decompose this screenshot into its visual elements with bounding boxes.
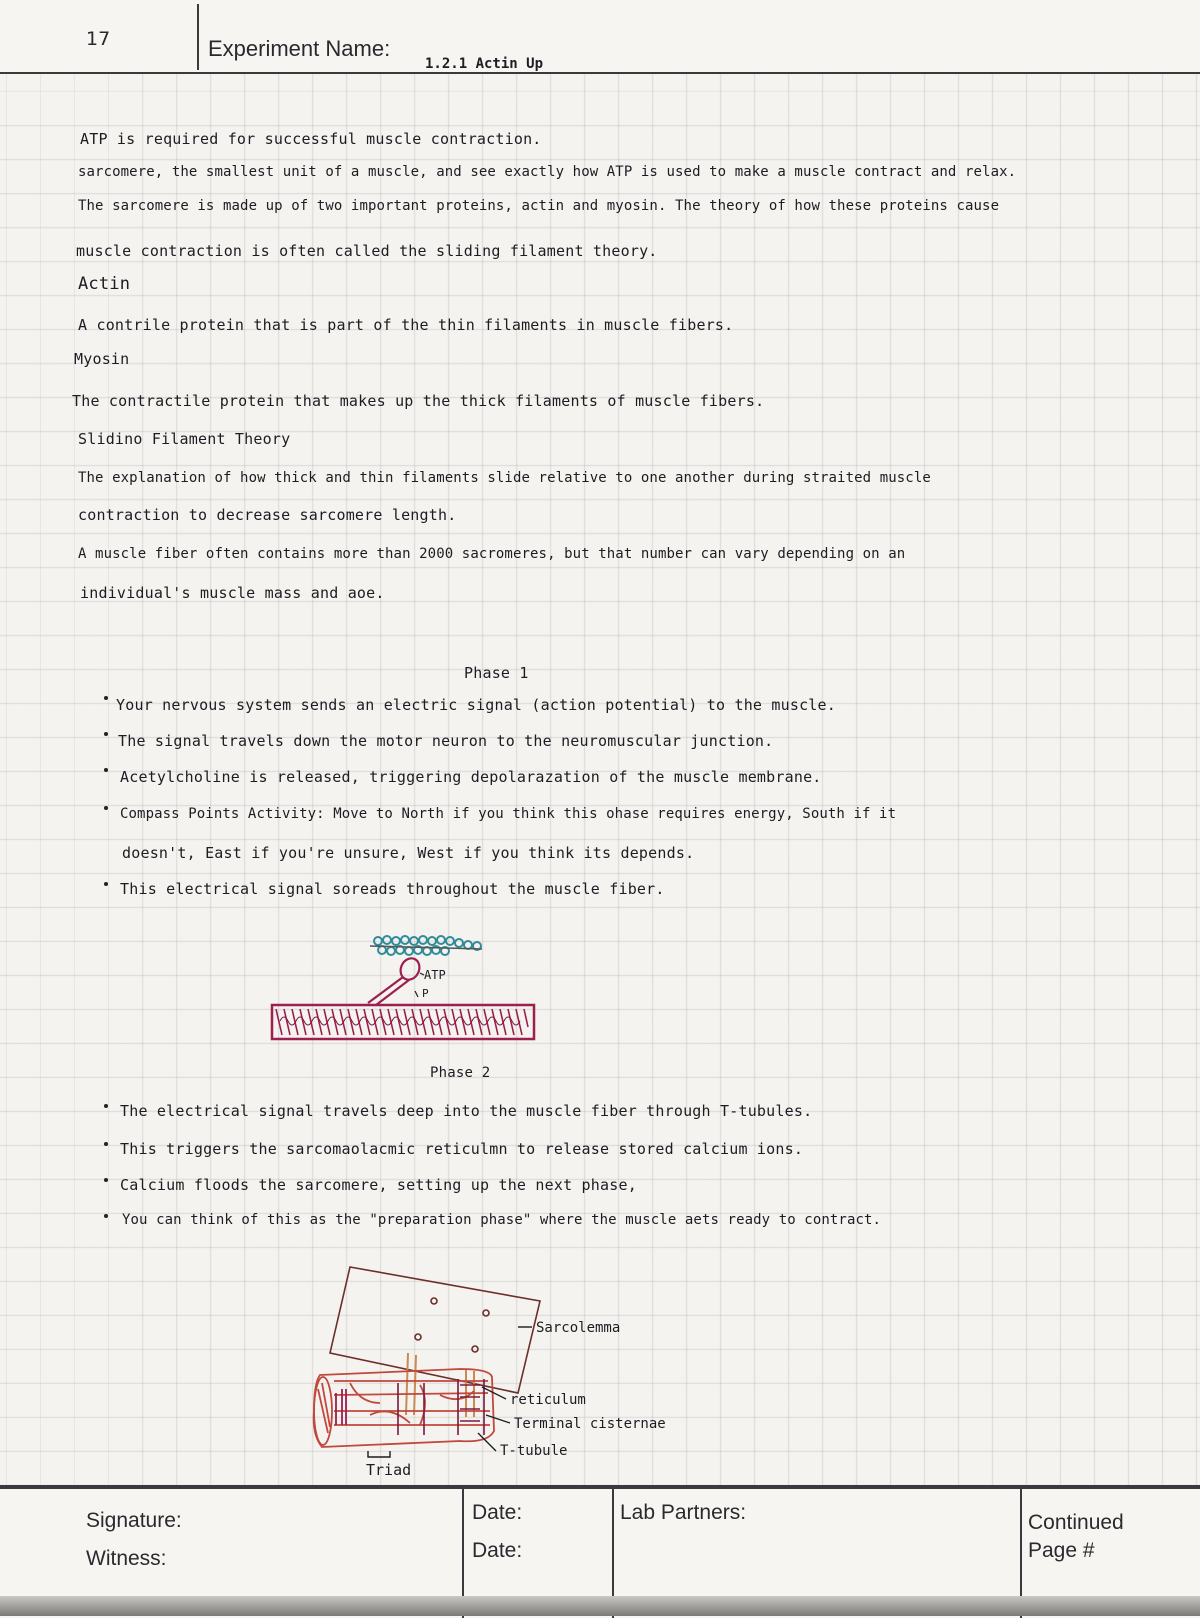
phase1-title: Phase 1 — [464, 664, 529, 682]
label-sarcolemma: Sarcolemma — [536, 1320, 621, 1336]
term-myosin: Myosin — [74, 350, 130, 368]
header-divider — [197, 4, 199, 70]
fiber-line-2: individual's muscle mass and aoe. — [80, 584, 385, 602]
actin-myosin-diagram — [270, 925, 540, 1045]
bullet-dot — [104, 1178, 108, 1182]
page-header — [0, 0, 1200, 74]
triad-diagram — [310, 1265, 750, 1485]
bullet-dot — [104, 696, 108, 700]
page-number: 17 — [86, 28, 111, 50]
term-actin: Actin — [78, 274, 131, 294]
fiber-line-1: A muscle fiber often contains more than 2000 sacromeres, but that number can vary depending on an — [78, 546, 906, 562]
label-terminal-cisternae: Terminal cisternae — [514, 1416, 666, 1432]
definition-sliding-1: The explanation of how thick and thin filaments slide relative to one another during straited muscle — [78, 470, 931, 486]
page-hash-label: Page # — [1028, 1539, 1095, 1562]
note-line-1: ATP is required for successful muscle contraction. — [80, 130, 542, 148]
phosphate-label: P — [422, 987, 429, 1000]
myosin-head — [368, 955, 423, 1005]
label-t-tubule: T-tubule — [500, 1443, 568, 1459]
atp-label: ATP — [424, 968, 446, 982]
thick-filament — [272, 1005, 534, 1039]
definition-actin: A contrile protein that is part of the thin filaments in muscle fibers. — [78, 316, 734, 334]
phase2-bullet-1: The electrical signal travels deep into the muscle fiber through T-tubules. — [120, 1102, 813, 1120]
triad-bracket — [368, 1451, 390, 1457]
phase2-title: Phase 2 — [430, 1065, 491, 1081]
definition-myosin: The contractile protein that makes up the thick filaments of muscle fibers. — [72, 392, 765, 410]
experiment-name-value: 1.2.1 Actin Up — [425, 56, 544, 72]
phase1-bullet-1: Your nervous system sends an electric signal (action potential) to the muscle. — [116, 696, 836, 714]
definition-sliding-2: contraction to decrease sarcomere length. — [78, 506, 457, 524]
phase1-bullet-4b: doesn't, East if you're unsure, West if you think its depends. — [122, 844, 695, 862]
note-line-4: muscle contraction is often called the sliding filament theory. — [76, 242, 658, 260]
signature-label: Signature: — [86, 1509, 182, 1532]
phase2-bullet-3: Calcium floods the sarcomere, setting up the next phase, — [120, 1176, 637, 1194]
date-label-1: Date: — [472, 1501, 523, 1524]
bullet-dot — [104, 1214, 108, 1218]
bullet-dot — [104, 1142, 108, 1146]
cisternae — [398, 1379, 484, 1435]
witness-label: Witness: — [86, 1547, 167, 1570]
label-triad: Triad — [366, 1461, 412, 1479]
page-edge-shadow — [0, 1596, 1200, 1616]
phase2-bullet-2: This triggers the sarcomaolacmic reticulmn to release stored calcium ions. — [120, 1140, 804, 1158]
experiment-name-label: Experiment Name: — [208, 36, 391, 61]
label-reticulum: reticulum — [510, 1392, 586, 1408]
date-label-2: Date: — [472, 1539, 523, 1562]
phase2-bullet-4: You can think of this as the "preparation phase" where the muscle aets ready to contract. — [122, 1212, 882, 1228]
phase1-bullet-4a: Compass Points Activity: Move to North if you think this ohase requires energy, South if it — [120, 806, 897, 822]
actin-filament — [370, 936, 482, 955]
term-sliding-filament: Slidino Filament Theory — [78, 430, 291, 448]
note-line-3: The sarcomere is made up of two important proteins, actin and myosin. The theory of how these proteins cause — [78, 198, 1000, 214]
bullet-dot — [104, 768, 108, 772]
bullet-dot — [104, 1104, 108, 1108]
bullet-dot — [104, 806, 108, 810]
bullet-dot — [104, 732, 108, 736]
lab-partners-label: Lab Partners: — [620, 1501, 747, 1524]
note-line-2: sarcomere, the smallest unit of a muscle, and see exactly how ATP is used to make a muscle contract and relax. — [78, 164, 1017, 180]
continued-label: Continued — [1028, 1511, 1124, 1534]
bullet-dot — [104, 882, 108, 886]
phase1-bullet-3: Acetylcholine is released, triggering depolarazation of the muscle membrane. — [120, 768, 822, 786]
phase1-bullet-2: The signal travels down the motor neuron to the neuromuscular junction. — [118, 732, 774, 750]
phase1-bullet-5: This electrical signal soreads throughout the muscle fiber. — [120, 880, 665, 898]
